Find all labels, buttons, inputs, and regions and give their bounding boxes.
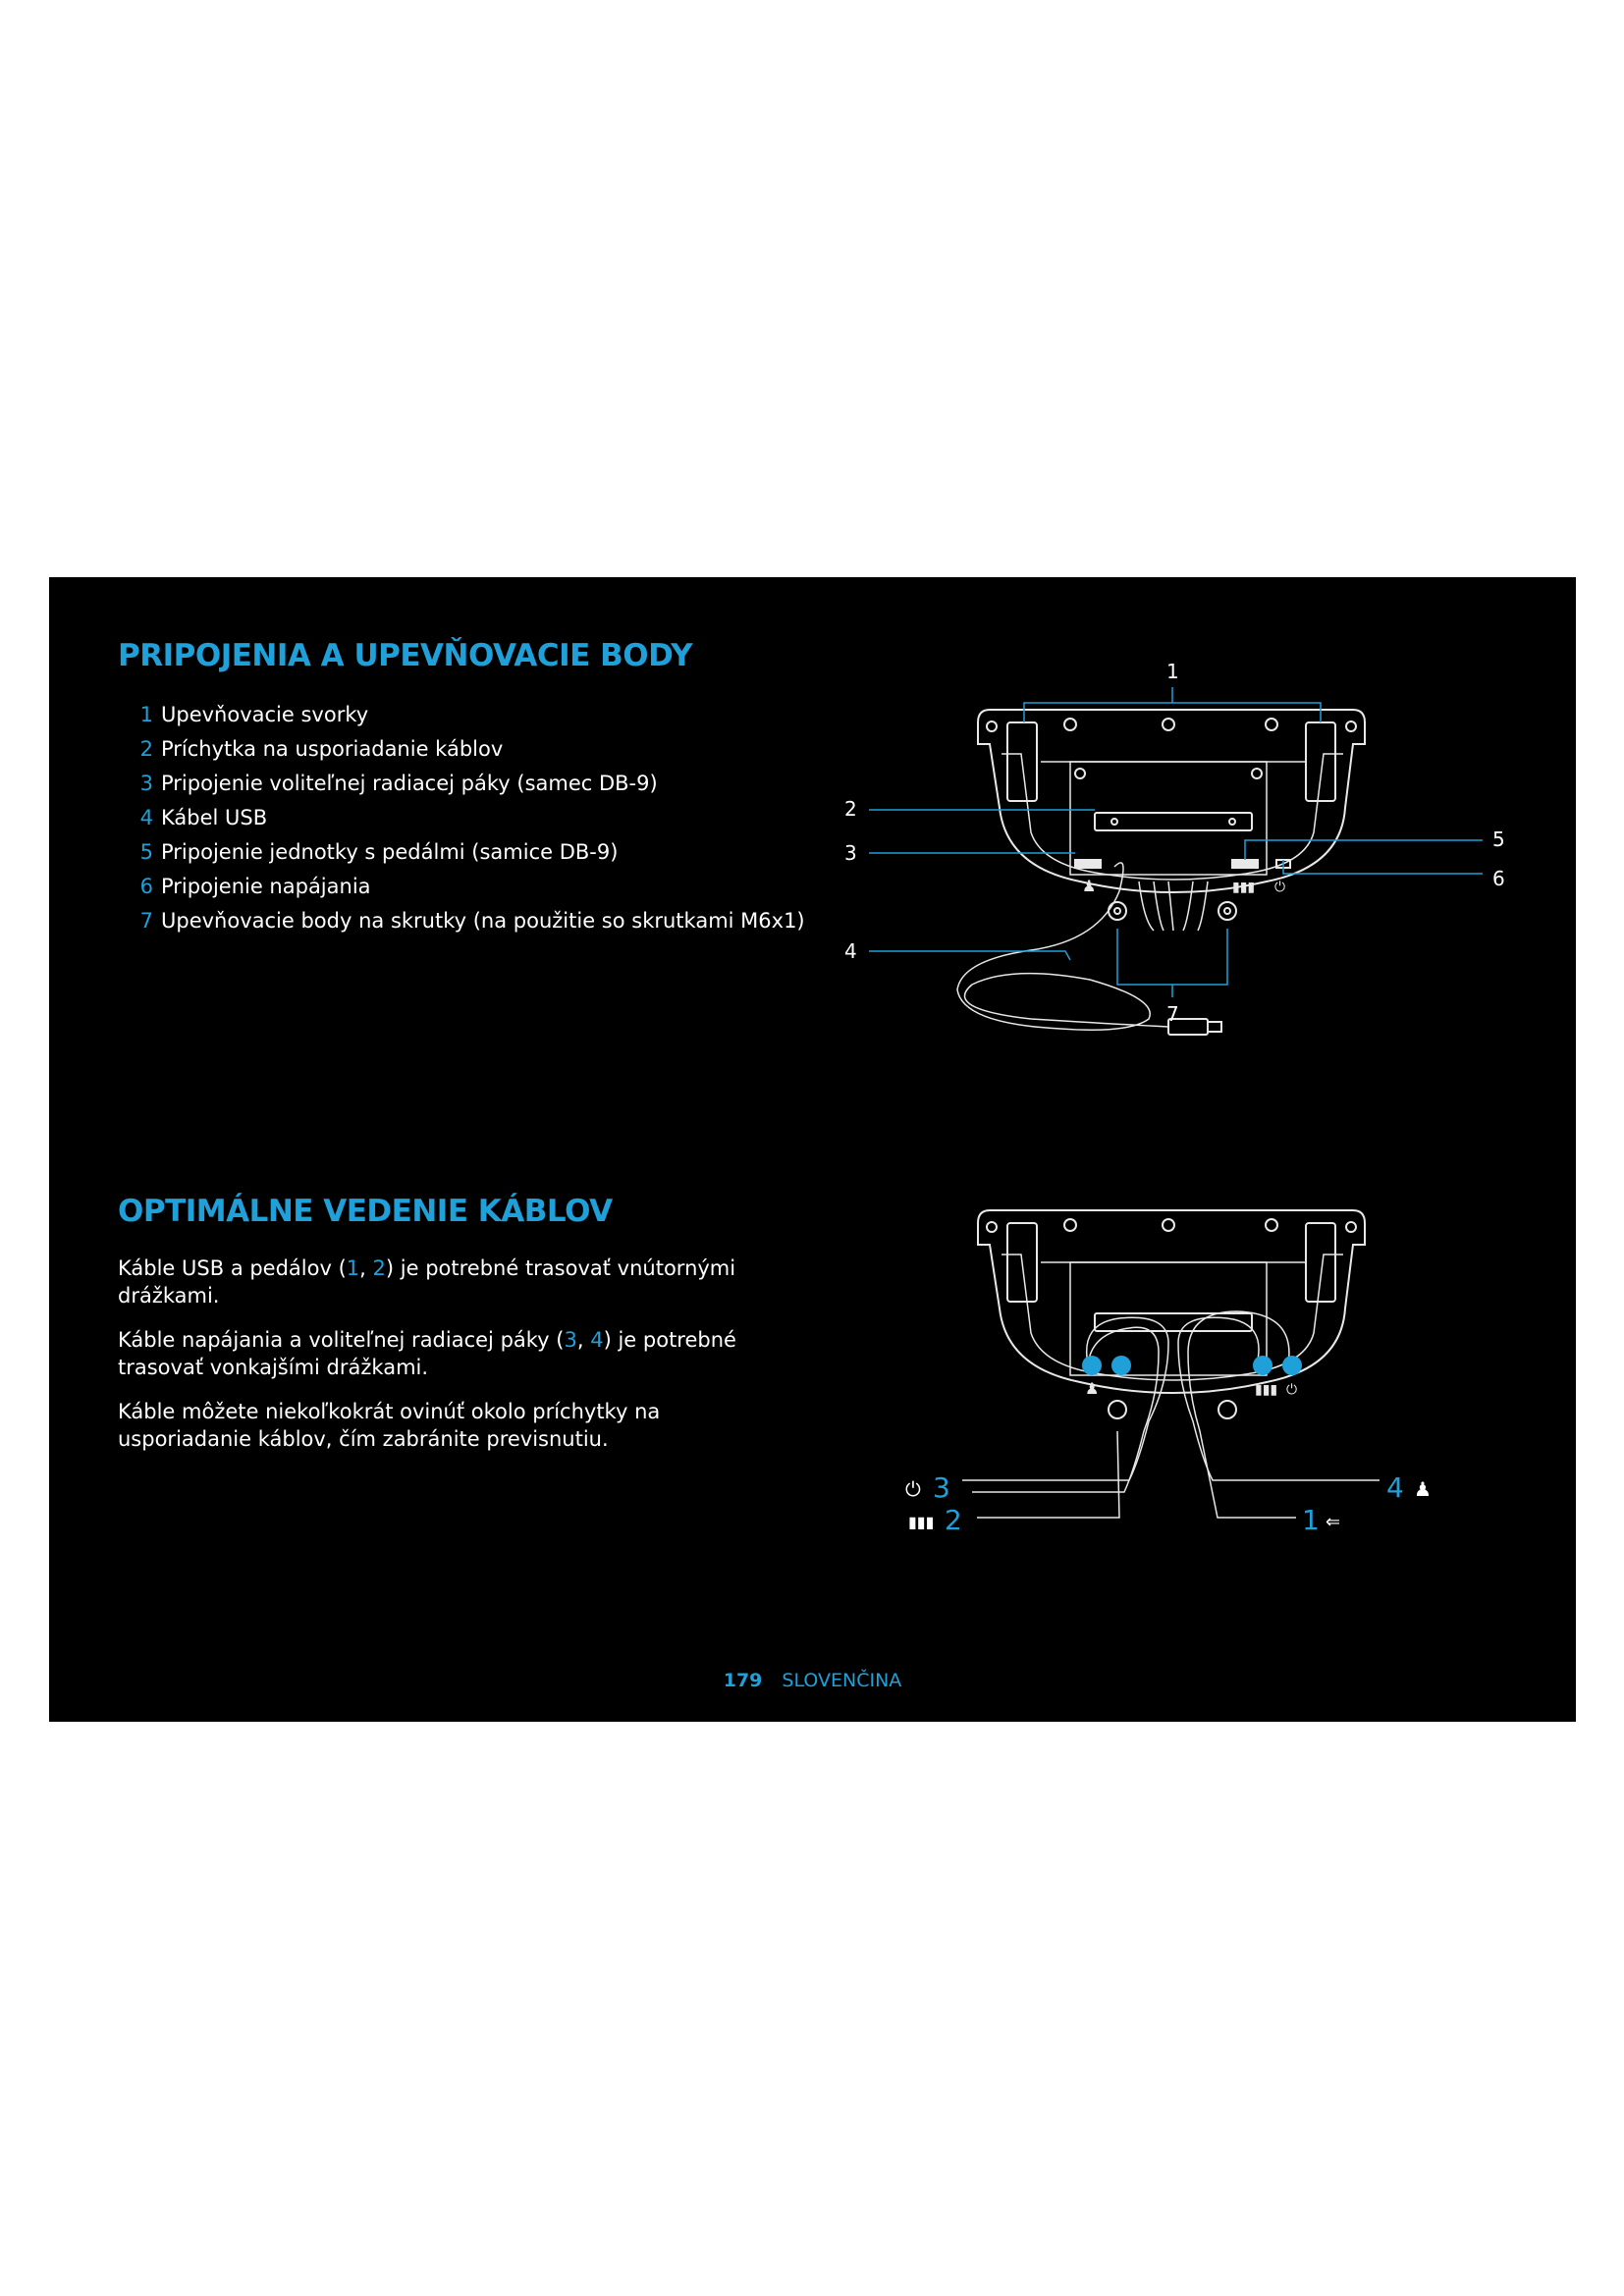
cable-clip bbox=[1095, 1313, 1252, 1331]
label-1: 1 bbox=[1302, 1504, 1320, 1536]
shifter-icon: ♟ bbox=[1082, 877, 1097, 895]
wheel-base-inner-outline bbox=[1001, 754, 1343, 880]
callout-6: 6 bbox=[1492, 867, 1505, 890]
screw-icon bbox=[1266, 719, 1277, 730]
usb-cable bbox=[957, 863, 1168, 1030]
screw-icon bbox=[1064, 1219, 1076, 1231]
screw-icon bbox=[1346, 721, 1356, 731]
routing-paragraph-1: Káble USB a pedálov (1, 2) je potrebné trasovať vnútornými drážkami. bbox=[118, 1256, 736, 1308]
list-item: 2 Príchytka na usporiadanie káblov bbox=[139, 737, 504, 761]
screw-icon bbox=[1163, 1219, 1174, 1231]
inner-frame bbox=[1070, 762, 1267, 875]
page-panel bbox=[49, 577, 1576, 1722]
power-port-marker bbox=[1282, 1356, 1302, 1375]
connections-list bbox=[126, 698, 805, 938]
callout-2: 2 bbox=[844, 797, 857, 821]
screw-icon bbox=[1064, 719, 1076, 730]
shifter-icon: ♟ bbox=[1085, 1379, 1100, 1398]
screw-icon bbox=[987, 721, 997, 731]
label-2: 2 bbox=[945, 1504, 962, 1536]
callout-7: 7 bbox=[1166, 1002, 1179, 1026]
usb-cable bbox=[1188, 1311, 1296, 1518]
screw-icon bbox=[987, 1222, 997, 1232]
routing-paragraph-2: Káble napájania a voliteľnej radiacej páky (3, 4) je potrebné trasovať vonkajšími drážkami. bbox=[118, 1328, 736, 1379]
section-title-cable-routing: OPTIMÁLNE VEDENIE KÁBLOV bbox=[118, 1194, 613, 1229]
mounting-screw-point bbox=[1109, 902, 1126, 920]
pedals-icon: ▮▮▮ bbox=[1232, 880, 1256, 895]
pedals-icon: ▮▮▮ bbox=[1255, 1382, 1278, 1398]
callout-5: 5 bbox=[1492, 828, 1505, 851]
list-item: 1 Upevňovacie svorky bbox=[139, 703, 369, 726]
usb-port-marker bbox=[1111, 1356, 1131, 1375]
mounting-screw-point bbox=[1218, 902, 1236, 920]
list-item: 4 Kábel USB bbox=[139, 806, 268, 829]
callout-lines bbox=[869, 687, 1483, 997]
callout-3: 3 bbox=[844, 841, 857, 865]
callout-4: 4 bbox=[844, 939, 857, 963]
mounting-screw-point bbox=[1109, 1401, 1126, 1418]
screw-icon bbox=[1229, 819, 1235, 825]
pedal-port bbox=[1232, 860, 1258, 868]
connections-diagram bbox=[835, 616, 1551, 1048]
screw-icon bbox=[1075, 769, 1085, 778]
section-title-connections: PRIPOJENIA A UPEVŇOVACIE BODY bbox=[118, 638, 693, 673]
cable-grooves bbox=[1139, 881, 1208, 931]
label-3: 3 bbox=[933, 1471, 950, 1504]
clamp-right bbox=[1306, 1223, 1335, 1302]
page-footer bbox=[49, 1670, 1576, 1691]
list-item: 3 Pripojenie voliteľnej radiacej páky (samec DB-9) bbox=[139, 772, 658, 795]
list-item: 6 Pripojenie napájania bbox=[139, 875, 371, 898]
page-number: 179 bbox=[723, 1670, 763, 1691]
power-icon: ⏻ bbox=[1274, 880, 1286, 895]
inner-cable bbox=[977, 1431, 1119, 1518]
power-icon: ⏻ bbox=[905, 1477, 921, 1501]
screw-icon bbox=[1346, 1222, 1356, 1232]
routing-paragraph-3: Káble môžete niekoľkokrát ovinúť okolo príchytky na usporiadanie káblov, čím zabránite previsnutiu. bbox=[118, 1400, 661, 1451]
shifter-icon: ♟ bbox=[1414, 1477, 1432, 1501]
pedal-port-marker bbox=[1253, 1356, 1272, 1375]
screw-icon bbox=[1111, 819, 1117, 825]
inner-frame bbox=[1070, 1262, 1267, 1375]
clamp-right bbox=[1306, 722, 1335, 801]
mounting-screw-point bbox=[1114, 908, 1120, 914]
list-item: 5 Pripojenie jednotky s pedálmi (samice DB-9) bbox=[139, 840, 619, 864]
power-icon: ⏻ bbox=[1286, 1382, 1298, 1398]
shifter-port-marker bbox=[1082, 1356, 1102, 1375]
port-markers bbox=[1082, 1356, 1302, 1375]
label-4: 4 bbox=[1386, 1471, 1404, 1504]
screw-icon bbox=[1266, 1219, 1277, 1231]
pedals-icon: ▮▮▮ bbox=[908, 1513, 935, 1531]
mounting-screw-point bbox=[1218, 1401, 1236, 1418]
list-item: 7 Upevňovacie body na skrutky (na použitie so skrutkami M6x1) bbox=[139, 909, 805, 933]
callout-1: 1 bbox=[1166, 660, 1179, 683]
mounting-screw-point bbox=[1224, 908, 1230, 914]
screw-icon bbox=[1252, 769, 1262, 778]
power-cable bbox=[1178, 1317, 1380, 1480]
pedal-cable bbox=[972, 1327, 1159, 1492]
cable-routing-diagram bbox=[835, 1186, 1551, 1578]
usb-icon: ⇐ bbox=[1326, 1512, 1341, 1532]
usb-plug-tip bbox=[1208, 1022, 1221, 1032]
shifter-port bbox=[1075, 860, 1101, 868]
screw-icon bbox=[1163, 719, 1174, 730]
footer-language: SLOVENČINA bbox=[782, 1670, 902, 1691]
